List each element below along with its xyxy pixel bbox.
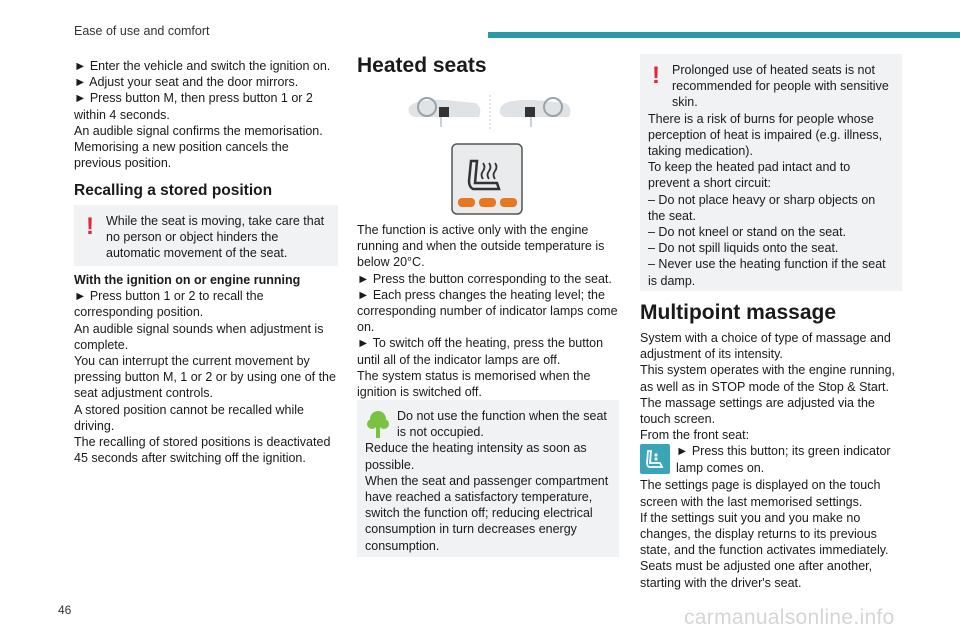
eco-tip-box bbox=[357, 400, 619, 557]
heated-seats-heading: Heated seats bbox=[357, 54, 487, 77]
body-line: ► Press the button corresponding to the seat. bbox=[357, 271, 612, 286]
warning-line: – Never use the heating function if the seat is damp. bbox=[648, 257, 886, 288]
eco-line: Reduce the heating intensity as soon as possible. bbox=[365, 441, 587, 472]
massage-line: System with a choice of type of massage and adjustment of its intensity. bbox=[640, 331, 891, 362]
body-line: ► To switch off the heating, press the button until all of the indicator lamps are off. bbox=[357, 336, 604, 367]
body-line: The system status is memorised when the ignition is switched off. bbox=[357, 368, 591, 400]
recall-heading: Recalling a stored position bbox=[74, 182, 273, 199]
massage-after-line: Seats must be adjusted one after another, starting with the driver's seat. bbox=[640, 559, 873, 590]
step-line: ► Press button M, then press button 1 or 2 within 4 seconds. bbox=[74, 91, 313, 122]
massage-line: From the front seat: bbox=[640, 428, 750, 443]
warning-first-line: Prolonged use of heated seats is not recommended for people with sensitive skin. bbox=[672, 63, 889, 110]
recall-line: ► Press button 1 or 2 to recall the corresponding position. bbox=[74, 289, 264, 320]
step-line: Memorising a new position cancels the previous position. bbox=[74, 140, 289, 171]
recall-line: A stored position cannot be recalled while driving. bbox=[74, 402, 305, 433]
ignition-heading: With the ignition on or engine running bbox=[74, 273, 301, 287]
left-seat-marker bbox=[439, 107, 449, 117]
warning-icon: ! bbox=[86, 213, 94, 240]
massage-button[interactable] bbox=[640, 444, 670, 474]
massage-heading: Multipoint massage bbox=[640, 301, 837, 324]
recall-line: You can interrupt the current movement by pressing button M, 1 or 2 or by using one of the seat adjustment controls. bbox=[74, 354, 336, 401]
recall-line: An audible signal sounds when adjustment is complete. bbox=[74, 321, 324, 352]
step-line: An audible signal confirms the memorisation. bbox=[74, 123, 323, 138]
warning-line: – Do not place heavy or sharp objects on the seat. bbox=[648, 192, 876, 223]
massage-line: This system operates with the engine running, as well as in STOP mode of the Stop & Start. bbox=[640, 363, 895, 394]
right-seat-marker bbox=[525, 107, 535, 117]
massage-line: The massage settings are adjusted via the touch screen. bbox=[640, 395, 875, 427]
step-line: ► Enter the vehicle and switch the ignition on. bbox=[74, 59, 331, 73]
eco-line: When the seat and passenger compartment have reached a satisfactory temperature, switch the function off; reducing electrical consumption in turn decreases energy consumption. bbox=[365, 473, 609, 553]
warning-icon: ! bbox=[652, 62, 660, 89]
running-header: Ease of use and comfort bbox=[74, 24, 210, 38]
watermark[interactable]: carmanualsonline.info bbox=[684, 606, 895, 629]
indicator-lamp-3 bbox=[500, 198, 517, 207]
body-line: The function is active only with the engine running and when the outside temperature is below 20°C. bbox=[357, 223, 605, 270]
warning-line: – Do not kneel or stand on the seat. bbox=[648, 225, 847, 240]
warning-line: To keep the heated pad intact and to prevent a short circuit: bbox=[648, 160, 851, 191]
massage-button-text: ► Press this button; its green indicator lamp comes on. bbox=[676, 444, 891, 475]
header-accent-bar bbox=[488, 32, 960, 38]
heated-seat-button[interactable] bbox=[451, 143, 523, 215]
eco-tree-icon bbox=[367, 410, 389, 438]
massage-seat-icon bbox=[640, 444, 670, 474]
eco-first-line: Do not use the function when the seat is not occupied. bbox=[397, 409, 607, 440]
recall-line: The recalling of stored positions is deactivated 45 seconds after switching off the ignition. bbox=[74, 435, 331, 466]
indicator-lamp-1 bbox=[458, 198, 475, 207]
body-line: ► Each press changes the heating level; the corresponding number of indicator lamps come on. bbox=[357, 287, 618, 335]
heated-seat-warning-box bbox=[640, 54, 902, 291]
massage-button-row bbox=[640, 443, 902, 477]
step-line: ► Adjust your seat and the door mirrors. bbox=[74, 75, 299, 90]
seat-position-diagram bbox=[405, 93, 575, 133]
indicator-lamp-2 bbox=[479, 198, 496, 207]
warning-line: There is a risk of burns for people whose perception of heat is impaired (e.g. illness, taking medication). bbox=[648, 111, 883, 159]
massage-after-line: If the settings suit you and you make no changes, the display returns to its previous state, and the function activates immediately. bbox=[640, 510, 889, 558]
warning-line: – Do not spill liquids onto the seat. bbox=[648, 241, 839, 256]
recall-warning-text: While the seat is moving, take care that no person or object hinders the automatic movement of the seat. bbox=[106, 214, 325, 261]
recall-warning-box bbox=[74, 205, 338, 266]
page-number: 46 bbox=[58, 603, 72, 617]
massage-after-line: The settings page is displayed on the touch screen with the last memorised settings. bbox=[640, 478, 881, 509]
